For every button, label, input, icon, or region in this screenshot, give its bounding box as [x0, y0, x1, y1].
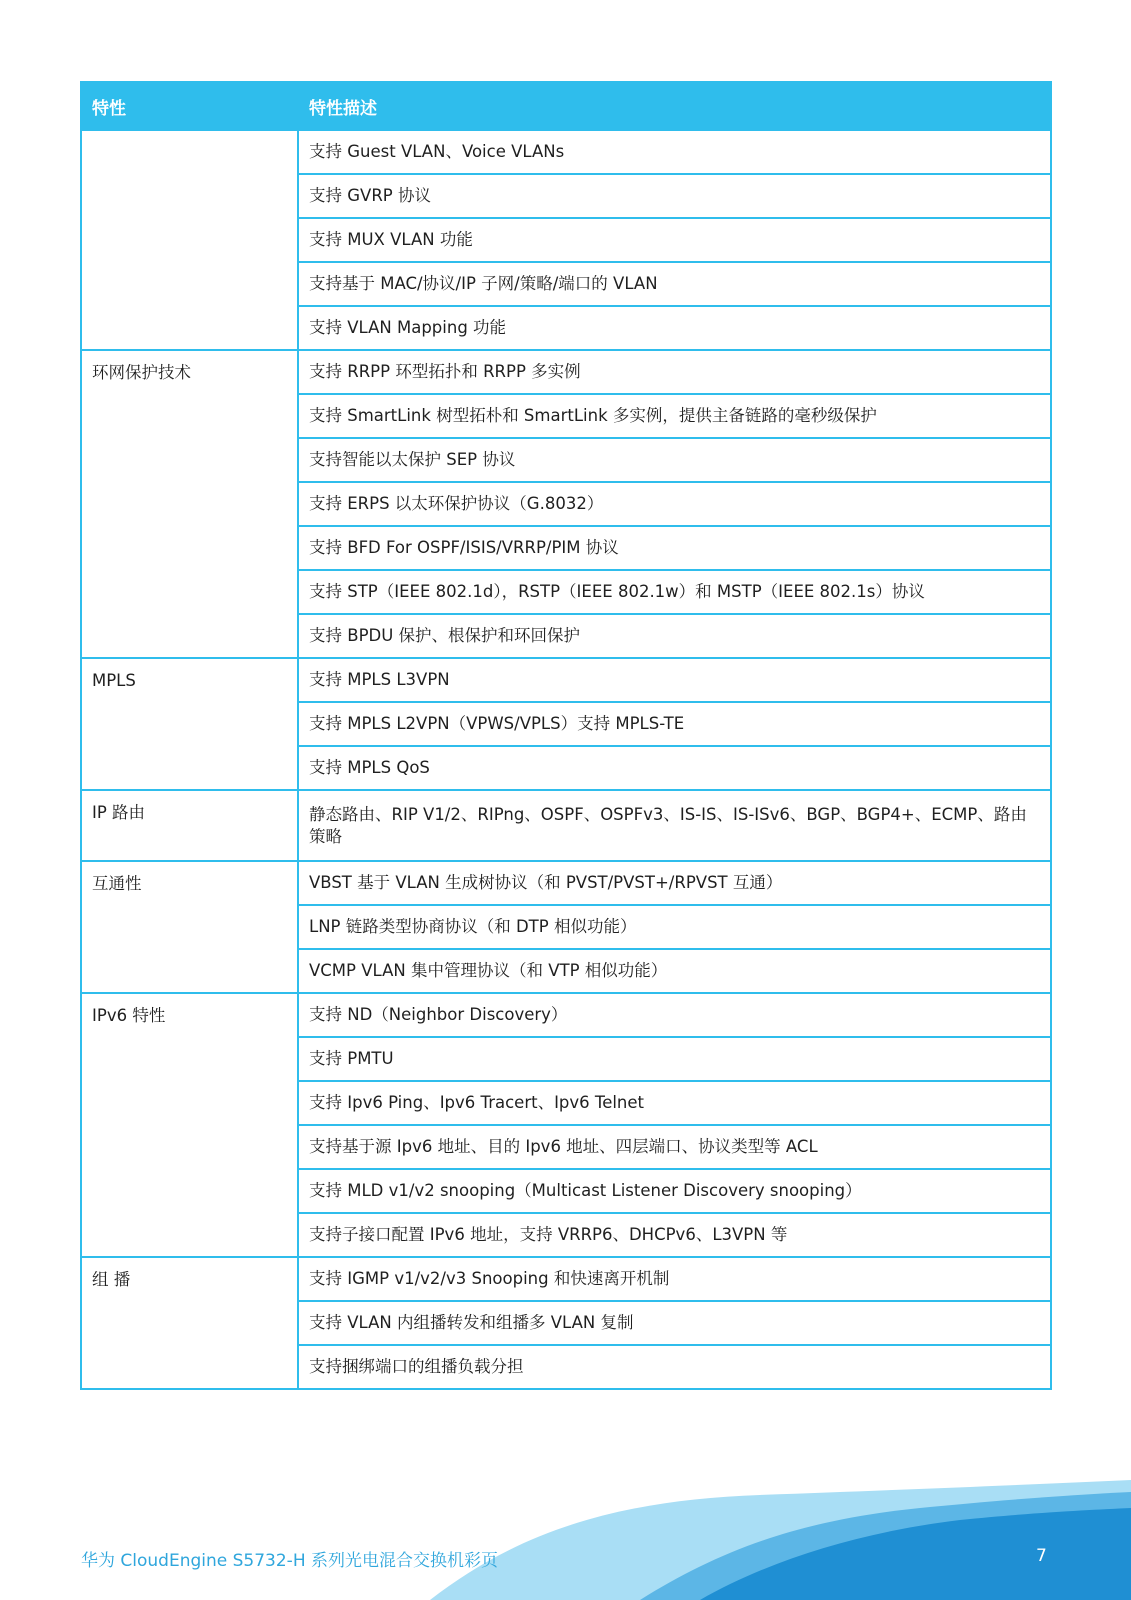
description-cell: 支持 GVRP 协议: [298, 174, 1051, 218]
feature-cell: MPLS: [81, 658, 298, 790]
description-cell: 支持 MPLS QoS: [298, 746, 1051, 790]
header-feature: 特性: [81, 82, 298, 130]
description-cell: 支持 RRPP 环型拓扑和 RRPP 多实例: [298, 350, 1051, 394]
description-cell: 支持 STP（IEEE 802.1d），RSTP（IEEE 802.1w）和 MSTP（IEEE 802.1s）协议: [298, 570, 1051, 614]
description-cell: 支持 MPLS L3VPN: [298, 658, 1051, 702]
feature-cell: 互通性: [81, 861, 298, 993]
description-cell: 支持 VLAN 内组播转发和组播多 VLAN 复制: [298, 1301, 1051, 1345]
footer-wave-graphic: [0, 1450, 1131, 1600]
table-body: [81, 130, 1051, 1389]
description-cell: 支持 Guest VLAN、Voice VLANs: [298, 130, 1051, 174]
header-description: 特性描述: [298, 82, 1051, 130]
description-cell: 支持 PMTU: [298, 1037, 1051, 1081]
table-row: [81, 861, 1051, 905]
description-cell: 支持基于 MAC/协议/IP 子网/策略/端口的 VLAN: [298, 262, 1051, 306]
description-cell: LNP 链路类型协商协议（和 DTP 相似功能）: [298, 905, 1051, 949]
page-number: 7: [1036, 1546, 1047, 1566]
description-cell: 支持 MUX VLAN 功能: [298, 218, 1051, 262]
feature-cell: 环网保护技术: [81, 350, 298, 658]
description-cell: 支持 IGMP v1/v2/v3 Snooping 和快速离开机制: [298, 1257, 1051, 1301]
description-cell: 支持 MPLS L2VPN（VPWS/VPLS）支持 MPLS-TE: [298, 702, 1051, 746]
description-cell: 支持 ERPS 以太环保护协议（G.8032）: [298, 482, 1051, 526]
feature-cell: 组 播: [81, 1257, 298, 1389]
feature-cell: [81, 130, 298, 350]
table-row: [81, 350, 1051, 394]
description-cell: VBST 基于 VLAN 生成树协议（和 PVST/PVST+/RPVST 互通）: [298, 861, 1051, 905]
feature-table: [80, 81, 1052, 1390]
description-cell: 支持智能以太保护 SEP 协议: [298, 438, 1051, 482]
description-cell: 静态路由、RIP V1/2、RIPng、OSPF、OSPFv3、IS-IS、IS-ISv6、BGP、BGP4+、ECMP、路由策略: [298, 790, 1051, 861]
table-header-row: [81, 82, 1051, 130]
description-cell: 支持 ND（Neighbor Discovery）: [298, 993, 1051, 1037]
description-cell: 支持基于源 Ipv6 地址、目的 Ipv6 地址、四层端口、协议类型等 ACL: [298, 1125, 1051, 1169]
description-cell: 支持子接口配置 IPv6 地址，支持 VRRP6、DHCPv6、L3VPN 等: [298, 1213, 1051, 1257]
table-row: [81, 1257, 1051, 1301]
description-cell: 支持 BPDU 保护、根保护和环回保护: [298, 614, 1051, 658]
footer-title: 华为 CloudEngine S5732-H 系列光电混合交换机彩页: [81, 1551, 499, 1571]
table-row: [81, 658, 1051, 702]
description-cell: 支持 Ipv6 Ping、Ipv6 Tracert、Ipv6 Telnet: [298, 1081, 1051, 1125]
table-row: [81, 130, 1051, 174]
feature-cell: IP 路由: [81, 790, 298, 861]
description-cell: 支持 BFD For OSPF/ISIS/VRRP/PIM 协议: [298, 526, 1051, 570]
table-row: [81, 790, 1051, 861]
description-cell: 支持 MLD v1/v2 snooping（Multicast Listener Discovery snooping）: [298, 1169, 1051, 1213]
table-row: [81, 993, 1051, 1037]
description-cell: VCMP VLAN 集中管理协议（和 VTP 相似功能）: [298, 949, 1051, 993]
description-cell: 支持捆绑端口的组播负载分担: [298, 1345, 1051, 1389]
description-cell: 支持 SmartLink 树型拓朴和 SmartLink 多实例，提供主备链路的毫秒级保护: [298, 394, 1051, 438]
feature-cell: IPv6 特性: [81, 993, 298, 1257]
description-cell: 支持 VLAN Mapping 功能: [298, 306, 1051, 350]
